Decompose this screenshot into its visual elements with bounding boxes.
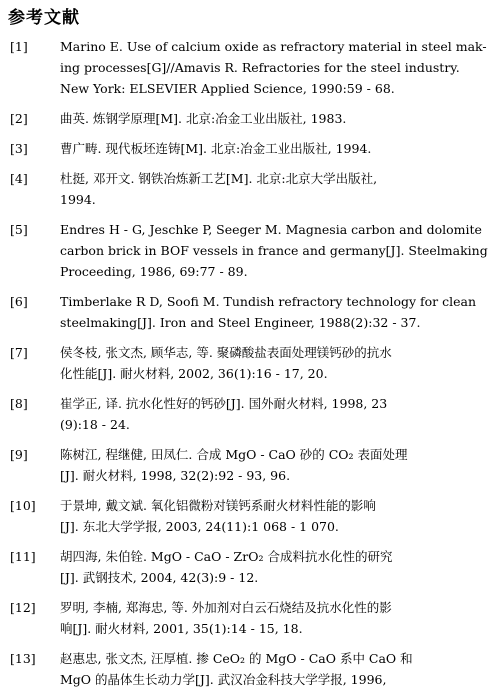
reference-text <box>60 495 437 537</box>
reference-line: Endres H - G, Jeschke P, Seeger M. Magnesia carbon and dolomite <box>60 222 482 237</box>
reference-number: [5] <box>10 222 28 237</box>
reference-text <box>60 291 477 333</box>
reference-text <box>60 546 437 588</box>
reference-line: (9):18 - 24. <box>60 417 130 432</box>
reference-number: [8] <box>10 396 28 411</box>
reference-text <box>60 108 437 129</box>
reference-number: [9] <box>10 447 28 462</box>
reference-text <box>60 36 487 99</box>
reference-item <box>0 597 449 639</box>
reference-item <box>0 444 449 486</box>
reference-line: MgO 的晶体生长动力学[J]. 武汉冶金科技大学学报, 1996, <box>60 672 387 687</box>
reference-number: [13] <box>10 651 36 666</box>
reference-item <box>0 36 487 99</box>
reference-line: 化性能[J]. 耐火材料, 2002, 36(1):16 - 17, 20. <box>60 366 328 381</box>
references-heading: 参考文献 <box>8 8 80 28</box>
reference-text <box>60 168 437 210</box>
reference-line: 响[J]. 耐火材料, 2001, 35(1):14 - 15, 18. <box>60 621 303 636</box>
reference-line: 罗明, 李楠, 郑海忠, 等. 外加剂对白云石烧结及抗水化性的影 <box>60 600 392 615</box>
reference-item <box>0 648 449 690</box>
reference-line: 曹广畴. 现代板坯连铸[M]. 北京:冶金工业出版社, 1994. <box>60 141 372 156</box>
reference-number: [11] <box>10 549 36 564</box>
reference-line: carbon brick in BOF vessels in france and germany[J]. Steelmaking <box>60 243 488 258</box>
reference-item <box>0 393 449 435</box>
reference-line: 杜挺, 邓开文. 钢铁冶炼新工艺[M]. 北京:北京大学出版社, <box>60 171 378 186</box>
reference-item <box>0 168 449 210</box>
reference-line: 赵惠忠, 张文杰, 汪厚植. 掺 CeO₂ 的 MgO - CaO 系中 CaO 和 <box>60 651 413 666</box>
reference-list <box>0 36 488 699</box>
reference-line: 陈树江, 程继健, 田凤仁. 合成 MgO - CaO 砂的 CO₂ 表面处理 <box>60 447 408 462</box>
reference-line: steelmaking[J]. Iron and Steel Engineer, 1988(2):32 - 37. <box>60 315 421 330</box>
reference-text <box>60 597 437 639</box>
reference-item <box>0 219 488 282</box>
reference-number: [1] <box>10 39 28 54</box>
reference-number: [3] <box>10 141 28 156</box>
reference-line: New York: ELSEVIER Applied Science, 1990:59 - 68. <box>60 81 395 96</box>
reference-number: [12] <box>10 600 36 615</box>
reference-line: Marino E. Use of calcium oxide as refractory material in steel mak- <box>60 39 487 54</box>
reference-line: ing processes[G]//Amavis R. Refractories for the steel industry. <box>60 60 460 75</box>
reference-line: 崔学正, 译. 抗水化性好的钙砂[J]. 国外耐火材料, 1998, 23 <box>60 396 388 411</box>
reference-item <box>0 108 449 129</box>
reference-item <box>0 291 477 333</box>
reference-line: 侯冬枝, 张文杰, 顾华志, 等. 聚磷酸盐表面处理镁钙砂的抗水 <box>60 345 392 360</box>
reference-item <box>0 138 449 159</box>
reference-line: 曲英. 炼钢学原理[M]. 北京:冶金工业出版社, 1983. <box>60 111 347 126</box>
reference-text <box>60 138 437 159</box>
reference-line: [J]. 耐火材料, 1998, 32(2):92 - 93, 96. <box>60 468 291 483</box>
reference-number: [6] <box>10 294 28 309</box>
reference-line: Proceeding, 1986, 69:77 - 89. <box>60 264 248 279</box>
reference-number: [4] <box>10 171 28 186</box>
reference-line: Timberlake R D, Soofi M. Tundish refractory technology for clean <box>60 294 477 309</box>
reference-item <box>0 495 449 537</box>
reference-item <box>0 342 449 384</box>
reference-text <box>60 342 437 384</box>
reference-text <box>60 444 437 486</box>
reference-item <box>0 546 449 588</box>
reference-text <box>60 648 437 690</box>
reference-line: 1994. <box>60 192 96 207</box>
reference-line: [J]. 武钢技术, 2004, 42(3):9 - 12. <box>60 570 259 585</box>
reference-text <box>60 393 437 435</box>
reference-number: [2] <box>10 111 28 126</box>
reference-line: 胡四海, 朱伯铨. MgO - CaO - ZrO₂ 合成料抗水化性的研究 <box>60 549 393 564</box>
reference-line: 于景坤, 戴文斌. 氧化铝微粉对镁钙系耐火材料性能的影响 <box>60 498 376 513</box>
reference-text <box>60 219 488 282</box>
reference-number: [10] <box>10 498 36 513</box>
reference-number: [7] <box>10 345 28 360</box>
reference-line: [J]. 东北大学学报, 2003, 24(11):1 068 - 1 070. <box>60 519 339 534</box>
